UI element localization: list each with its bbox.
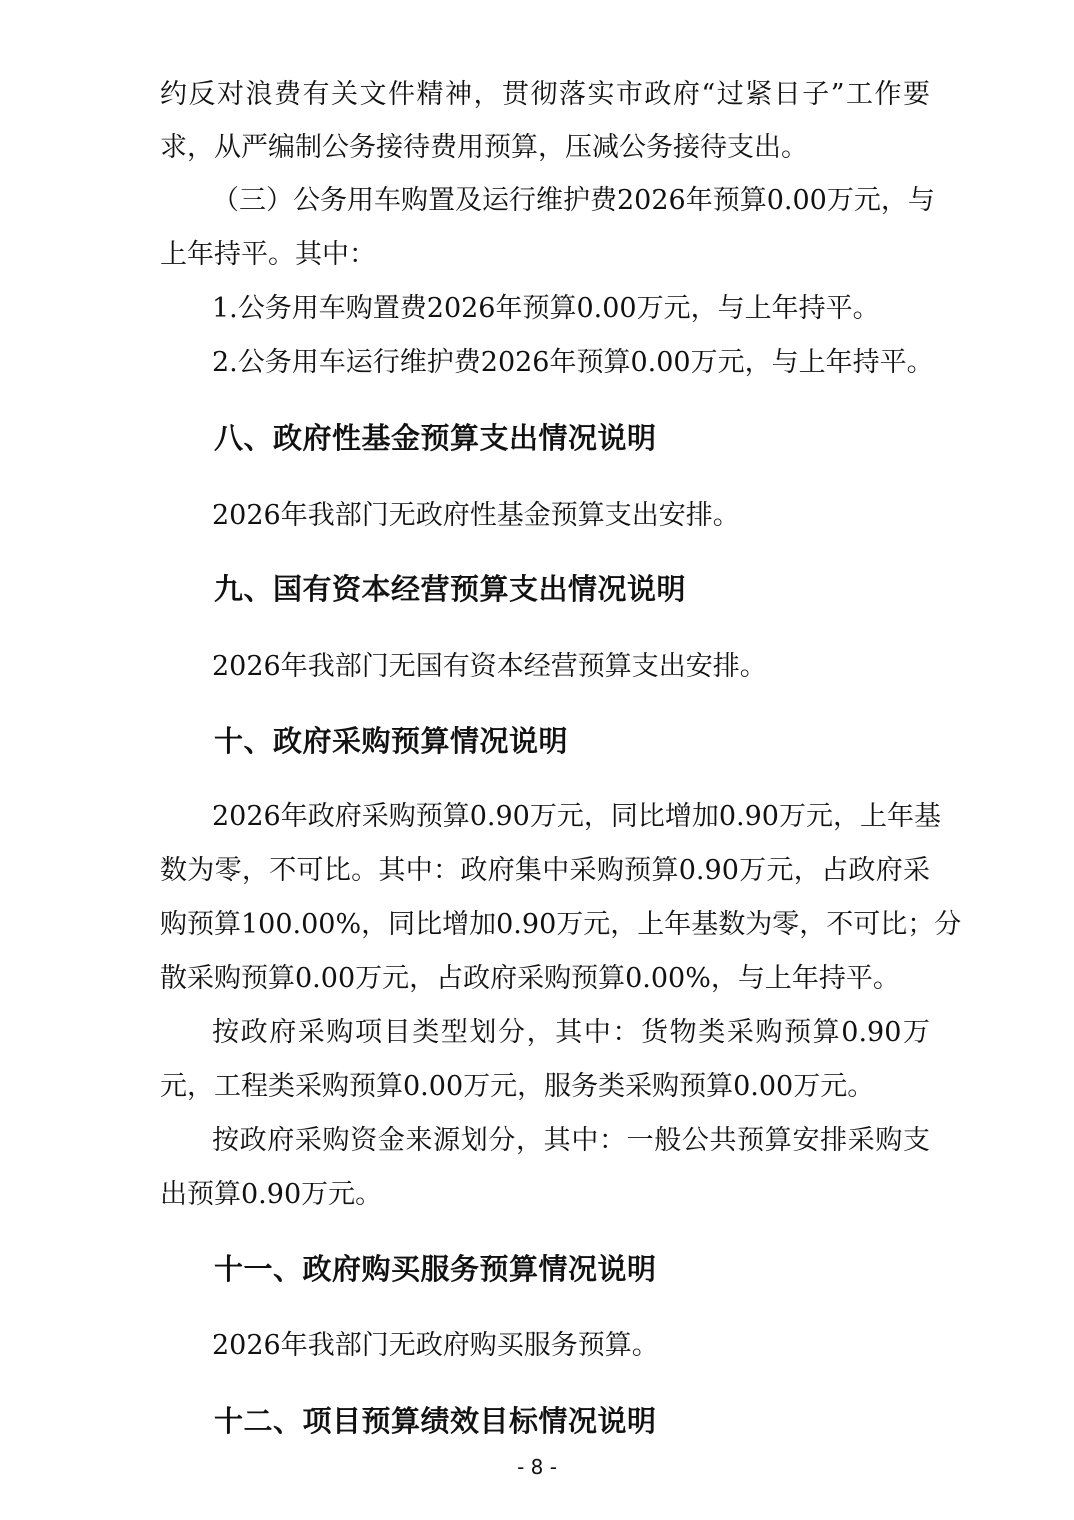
paragraph-line: 元，工程类采购预算0.00万元，服务类采购预算0.00万元。 — [160, 1071, 875, 1102]
section-heading-12: 十二、项目预算绩效目标情况说明 — [214, 1404, 657, 1438]
paragraph-line: 1.公务用车购置费2026年预算0.00万元，与上年持平。 — [212, 293, 880, 324]
section-heading-8: 八、政府性基金预算支出情况说明 — [214, 421, 657, 455]
paragraph-line: （三）公务用车购置及运行维护费2026年预算0.00万元，与 — [212, 185, 935, 216]
section-body-9: 2026年我部门无国有资本经营预算支出安排。 — [212, 651, 767, 682]
section-heading-11: 十一、政府购买服务预算情况说明 — [214, 1252, 657, 1286]
paragraph-line: 上年持平。其中： — [160, 239, 376, 270]
section-heading-9: 九、国有资本经营预算支出情况说明 — [214, 572, 687, 606]
paragraph-line: 按政府采购项目类型划分，其中：货物类采购预算0.90万 — [212, 1017, 930, 1048]
paragraph-line: 约反对浪费有关文件精神，贯彻落实市政府“过紧日子”工作要 — [160, 79, 930, 110]
section-body-8: 2026年我部门无政府性基金预算支出安排。 — [212, 500, 740, 531]
section-body-11: 2026年我部门无政府购买服务预算。 — [212, 1330, 659, 1361]
paragraph-line: 购预算100.00%，同比增加0.90万元，上年基数为零，不可比；分 — [160, 909, 962, 940]
paragraph-line: 2026年政府采购预算0.90万元，同比增加0.90万元，上年基 — [212, 801, 941, 832]
paragraph-line: 按政府采购资金来源划分，其中：一般公共预算安排采购支 — [212, 1125, 930, 1156]
page-number: - 8 - — [517, 1455, 557, 1479]
paragraph-line: 数为零，不可比。其中：政府集中采购预算0.90万元，占政府采 — [160, 855, 930, 886]
paragraph-line: 散采购预算0.00万元，占政府采购预算0.00%，与上年持平。 — [160, 963, 900, 994]
paragraph-line: 2.公务用车运行维护费2026年预算0.00万元，与上年持平。 — [212, 347, 934, 378]
section-heading-10: 十、政府采购预算情况说明 — [214, 724, 569, 758]
paragraph-line: 出预算0.90万元。 — [160, 1179, 383, 1210]
paragraph-line: 求，从严编制公务接待费用预算，压减公务接待支出。 — [160, 132, 808, 163]
